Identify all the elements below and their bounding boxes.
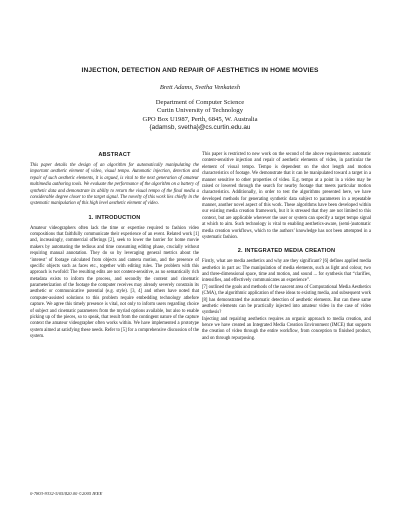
right-column — [202, 152, 371, 342]
integrated-media-para-3: Injecting and repairing aesthetics requires an organic approach to media creation, and hence we have created an Integrated Media Creation Environment (IMCE) that supports the creation of video through the entire workflow, from conception to finished product, and on through repurposing. — [202, 316, 371, 341]
affiliation-block — [20, 99, 380, 133]
integrated-media-para-2: [7] outlined the goals and methods of the nascent area of Computational Media Aesthetics (CMA), the algorithmic application of these ideas to existing media, and subsequent work [8] has demonstrated the automatic detection of aesthetic elements. But can these same aesthetic elements can be practically injected into amateur video in the case of video synthesis? — [202, 284, 371, 316]
abstract-text: This paper details the design of an algorithm for automatically manipulating the important aesthetic element of video, visual tempo. Automatic injection, detection and repair of such aesthetic elements, it is argued, is vital to the next generation of amateur multimedia authoring tools. We evaluate the performance of the algorithm on a battery of synthetic data and demonstrate its ability to return the visual tempo of the final media a considerable degree closer to the target signal. The novelty of this work lies chiefly in the systematic manipulation of this high level aesthetic element of video. — [30, 163, 199, 207]
paper-title: INJECTION, DETECTION AND REPAIR OF AESTHETICS IN HOME MOVIES — [81, 67, 319, 74]
introduction-text: Amateur videographers often lack the time or expertise required to fashion video compositions that faithfully communicate their experience of an event. Related work [1] and, increasingly, commercial offerings [2], seek to lower the barrier for home movie makers by automating the tedious and time consuming editing phase, crucially without requiring manual annotation. They do so by leveraging general metrics about the ‘interest’ of footage calculated from objects and camera motion, and the presence of specific objects such as faces etc., together with editing rules. The problem with this approach is twofold: The resulting edits are not content-sensitive, as no semantically rich metadata exists to inform the process, and secondly the content and cinematic parameterization of the footage the computer receives may already severely constrain its aesthetic or communicative potential (e.g. style). [3, 4] and others have noted that computer-assisted solutions to this problem require embedding technology atbefore capture. We agree this timely presence is vital, not only to inform users regarding choice of subject and cinematic parameters from the myriad options available, but also to enable picking up of the pieces, so to speak, that result from the contingent nature of the capture context the amateur videographer often works within. We have implemented a prototype system aimed at satisfying these needs. Refer to [5] for a comprehensive discussion of the system. — [30, 225, 199, 339]
paper-authors: Brett Adams, Svetha Venkatesh — [159, 84, 241, 91]
introduction-continued-text: This paper is restricted to new work on the second of the above requirements: automatic content-sensitive injection and repair of aesthetic elements of video, in particular the element of visual tempo. Tempo is dependent on the shot length and motion characteristics of footage. We demonstrate that it can be manipulated toward a target in a manner sensitive to other properties of video. E.g. tempo at a point in a video may be raised or lowered through the search for nearby footage that meets particular motion characteristics. Additionally, in order to test the algorithms presented here, we have developed methods for generating synthetic data subject to parameters in a repeatable manner, another novel aspect of this work. These algorithms have been developed within our existing media creation framework, but it is stressed that they are not limited to this context, but are applicable wherever the user or system can specify a target tempo signal at which to aim. Such technology is vital to enabling aesthetics-aware, (semi-)automatic media creation workflows, which to the authors’ knowledge has not been attempted in a systematic fashion. — [202, 152, 371, 240]
integrated-media-para-1: Firstly, what are media aesthetics and why are they significant? [6] defines applied media aesthetics in part as: The manipulation of media elements, such as light and colour, two and three-dimensional space, time and motion, and sound ... for synthesis that “clarifies, intensifies, and effectively communicates an experience”. — [202, 259, 371, 284]
affiliation-department: Department of Computer Science — [155, 99, 245, 106]
copyright-footer: 0-7803-9332-5/05/$20.00 ©2005 IEEE — [30, 491, 103, 496]
affiliation-address: GPO Box U1987, Perth, 6845, W. Australia — [142, 115, 258, 123]
integrated-media-heading: 2. INTEGRATED MEDIA CREATION — [237, 248, 336, 255]
affiliation-university: Curtin University of Technology — [156, 107, 244, 115]
left-column — [30, 152, 199, 340]
introduction-heading: 1. INTRODUCTION — [88, 214, 141, 221]
abstract-heading: ABSTRACT — [98, 152, 131, 158]
author-email[interactable]: {adamsb, svetha}@cs.curtin.edu.au — [149, 124, 251, 132]
